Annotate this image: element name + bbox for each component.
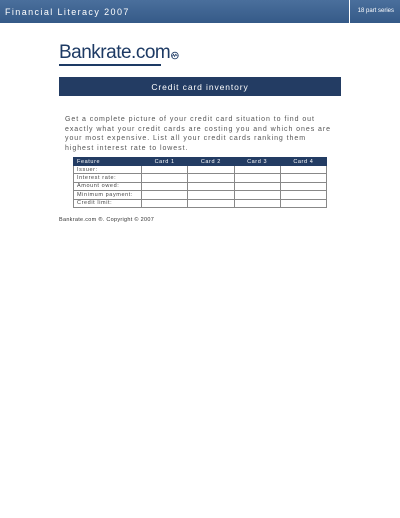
column-header-card-1: Card 1 [142, 158, 188, 166]
table-row [74, 166, 327, 174]
row-label-amount-owed: Amount owed: [74, 182, 142, 190]
logo-underline [59, 64, 161, 66]
table-cell[interactable] [142, 191, 188, 199]
series-badge: 18 part series [349, 0, 394, 23]
row-label-issuer: Issuer: [74, 166, 142, 174]
row-label-interest-rate: Interest rate: [74, 174, 142, 182]
section-title: Credit card inventory [151, 81, 249, 92]
table-cell[interactable] [188, 174, 234, 182]
table-cell[interactable] [280, 191, 326, 199]
table-cell[interactable] [234, 191, 280, 199]
logo-wave-icon [171, 49, 179, 62]
table-cell[interactable] [234, 166, 280, 174]
table-cell[interactable] [188, 199, 234, 207]
table-header-row [74, 158, 327, 166]
table-row [74, 182, 327, 190]
table-row [74, 174, 327, 182]
row-label-minimum-payment: Minimum payment: [74, 191, 142, 199]
row-label-credit-limit: Credit limit: [74, 199, 142, 207]
column-header-card-4: Card 4 [280, 158, 326, 166]
table-cell[interactable] [188, 182, 234, 190]
logo-text: Bankrate.com [59, 42, 171, 63]
bankrate-logo [59, 42, 179, 70]
column-header-feature: Feature [74, 158, 142, 166]
header-bar [0, 0, 400, 23]
table-cell[interactable] [280, 174, 326, 182]
table-cell[interactable] [188, 191, 234, 199]
section-header [59, 77, 341, 96]
table-row [74, 199, 327, 207]
table-cell[interactable] [142, 182, 188, 190]
table-cell[interactable] [142, 199, 188, 207]
column-header-card-3: Card 3 [234, 158, 280, 166]
table-row [74, 191, 327, 199]
copyright-notice: Bankrate.com ®. Copyright © 2007 [59, 217, 155, 223]
table-cell[interactable] [188, 166, 234, 174]
table-cell[interactable] [280, 199, 326, 207]
column-header-card-2: Card 2 [188, 158, 234, 166]
intro-paragraph: Get a complete picture of your credit card situation to find out exactly what your credit cards are costing you and which ones are your most expensive. List all your credit cards ranking them highest interest rate to lowest. [65, 116, 332, 152]
table-cell[interactable] [280, 182, 326, 190]
table-cell[interactable] [142, 174, 188, 182]
table-cell[interactable] [142, 166, 188, 174]
table-cell[interactable] [280, 166, 326, 174]
table-cell[interactable] [234, 174, 280, 182]
credit-card-inventory-table [73, 157, 327, 208]
table-cell[interactable] [234, 182, 280, 190]
table-cell[interactable] [234, 199, 280, 207]
header-title: Financial Literacy 2007 [5, 6, 130, 17]
